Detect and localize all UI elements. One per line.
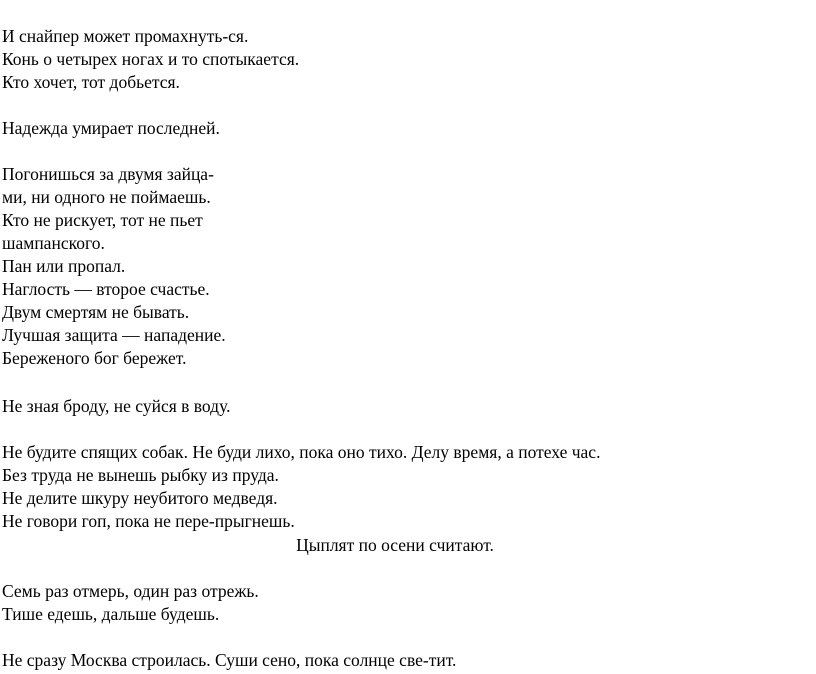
- text-line: Лучшая защита — нападение.: [2, 325, 226, 345]
- text-line: Не сразу Москва строилась. Суши сено, пока солнце све-тит.: [2, 650, 457, 670]
- centered-text-line: Цыплят по осени считают.: [296, 535, 494, 555]
- text-line: Не говори гоп, пока не пере-прыгнешь.: [2, 511, 295, 531]
- text-line: Наглость — второе счастье.: [2, 279, 210, 299]
- text-line: Кто не рискует, тот не пьет: [2, 210, 203, 230]
- text-line: Без труда не вынешь рыбку из пруда.: [2, 465, 279, 485]
- text-line: Береженого бог бережет.: [2, 348, 187, 368]
- text-line: шампанского.: [2, 233, 105, 253]
- text-line: Конь о четырех ногах и то спотыкается.: [2, 49, 300, 69]
- text-line: Не делите шкуру неубитого медведя.: [2, 488, 278, 508]
- text-line: Тише едешь, дальше будешь.: [2, 604, 220, 624]
- text-line: ми, ни одного не поймаешь.: [2, 187, 211, 207]
- text-line: И снайпер может промахнуть-ся.: [2, 26, 249, 46]
- text-line: Надежда умирает последней.: [2, 118, 220, 138]
- text-line: Не зная броду, не суйся в воду.: [2, 396, 231, 416]
- text-line: Двум смертям не бывать.: [2, 302, 190, 322]
- text-line: Кто хочет, тот добьется.: [2, 72, 180, 92]
- text-line: Не будите спящих собак. Не буди лихо, пока оно тихо. Делу время, а потехе час.: [2, 442, 601, 462]
- text-line: Погонишься за двумя зайца-: [2, 164, 214, 184]
- text-line: Семь раз отмерь, один раз отрежь.: [2, 581, 259, 601]
- text-line: Пан или пропал.: [2, 256, 126, 276]
